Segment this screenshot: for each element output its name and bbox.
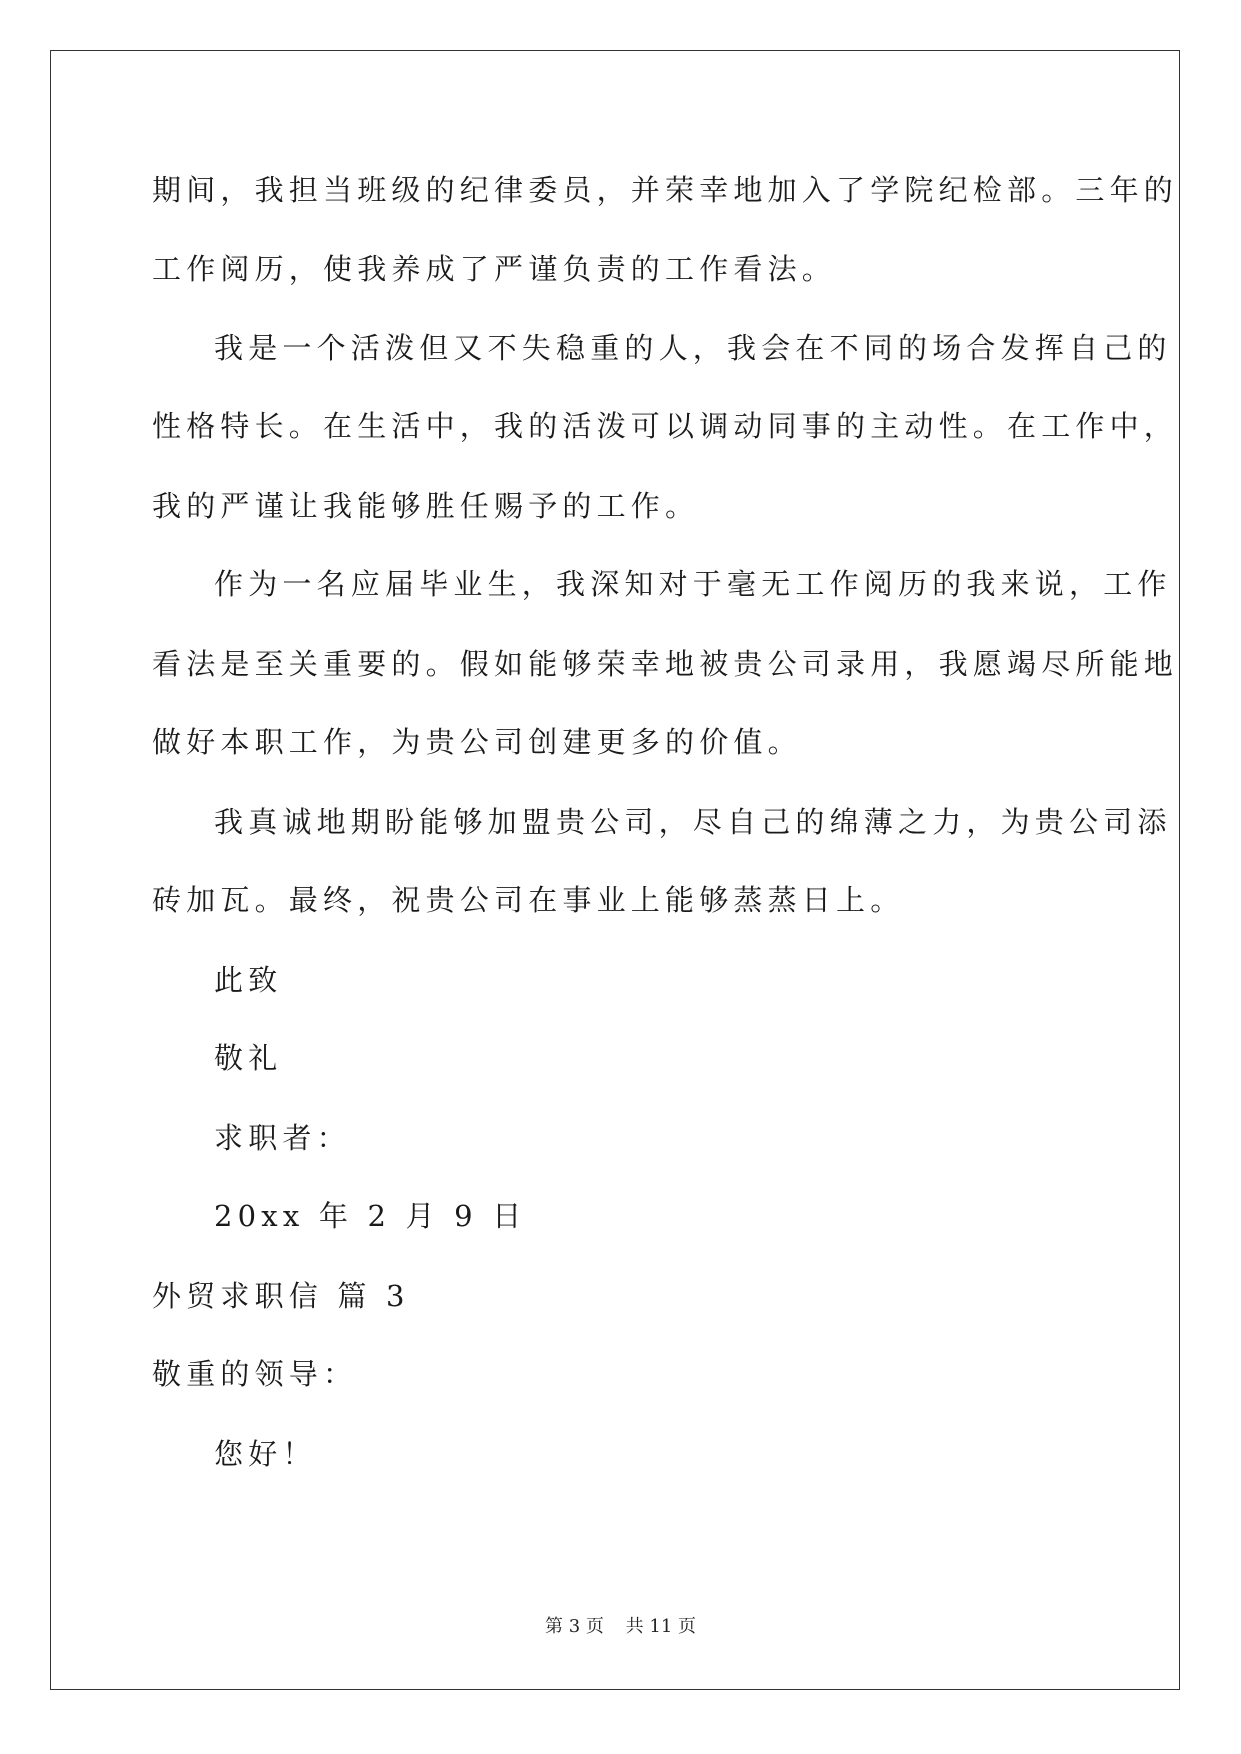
body-text-line: 工作阅历，使我养成了严谨负责的工作看法。 (152, 252, 837, 286)
body-text-line: 做好本职工作，为贵公司创建更多的价值。 (152, 725, 802, 759)
page-total: 共 11 页 (625, 1616, 696, 1637)
section-title: 外贸求职信 篇 3 (152, 1279, 410, 1313)
letter-date: 20xx 年 2 月 9 日 (214, 1199, 527, 1233)
closing-phrase: 敬礼 (214, 1041, 283, 1075)
greeting: 您好！ (214, 1437, 317, 1471)
body-text-line: 看法是至关重要的。假如能够荣幸地被贵公司录用，我愿竭尽所能地 (152, 647, 1179, 681)
body-text-line: 期间，我担当班级的纪律委员，并荣幸地加入了学院纪检部。三年的 (152, 173, 1179, 207)
body-text-line: 性格特长。在生活中，我的活泼可以调动同事的主动性。在工作中， (152, 409, 1179, 443)
closing-phrase: 此致 (214, 963, 283, 997)
paragraph-start: 我真诚地期盼能够加盟贵公司，尽自己的绵薄之力，为贵公司添 (214, 805, 1172, 839)
body-text-line: 砖加瓦。最终，祝贵公司在事业上能够蒸蒸日上。 (152, 883, 905, 917)
page-footer (0, 1612, 1241, 1638)
salutation: 敬重的领导： (152, 1357, 358, 1391)
signer-label: 求职者： (214, 1121, 351, 1155)
paragraph-start: 我是一个活泼但又不失稳重的人，我会在不同的场合发挥自己的 (214, 331, 1172, 365)
body-text-line: 我的严谨让我能够胜任赐予的工作。 (152, 489, 700, 523)
page-number: 第 3 页 (545, 1616, 604, 1637)
paragraph-start: 作为一名应届毕业生，我深知对于毫无工作阅历的我来说，工作 (214, 567, 1172, 601)
